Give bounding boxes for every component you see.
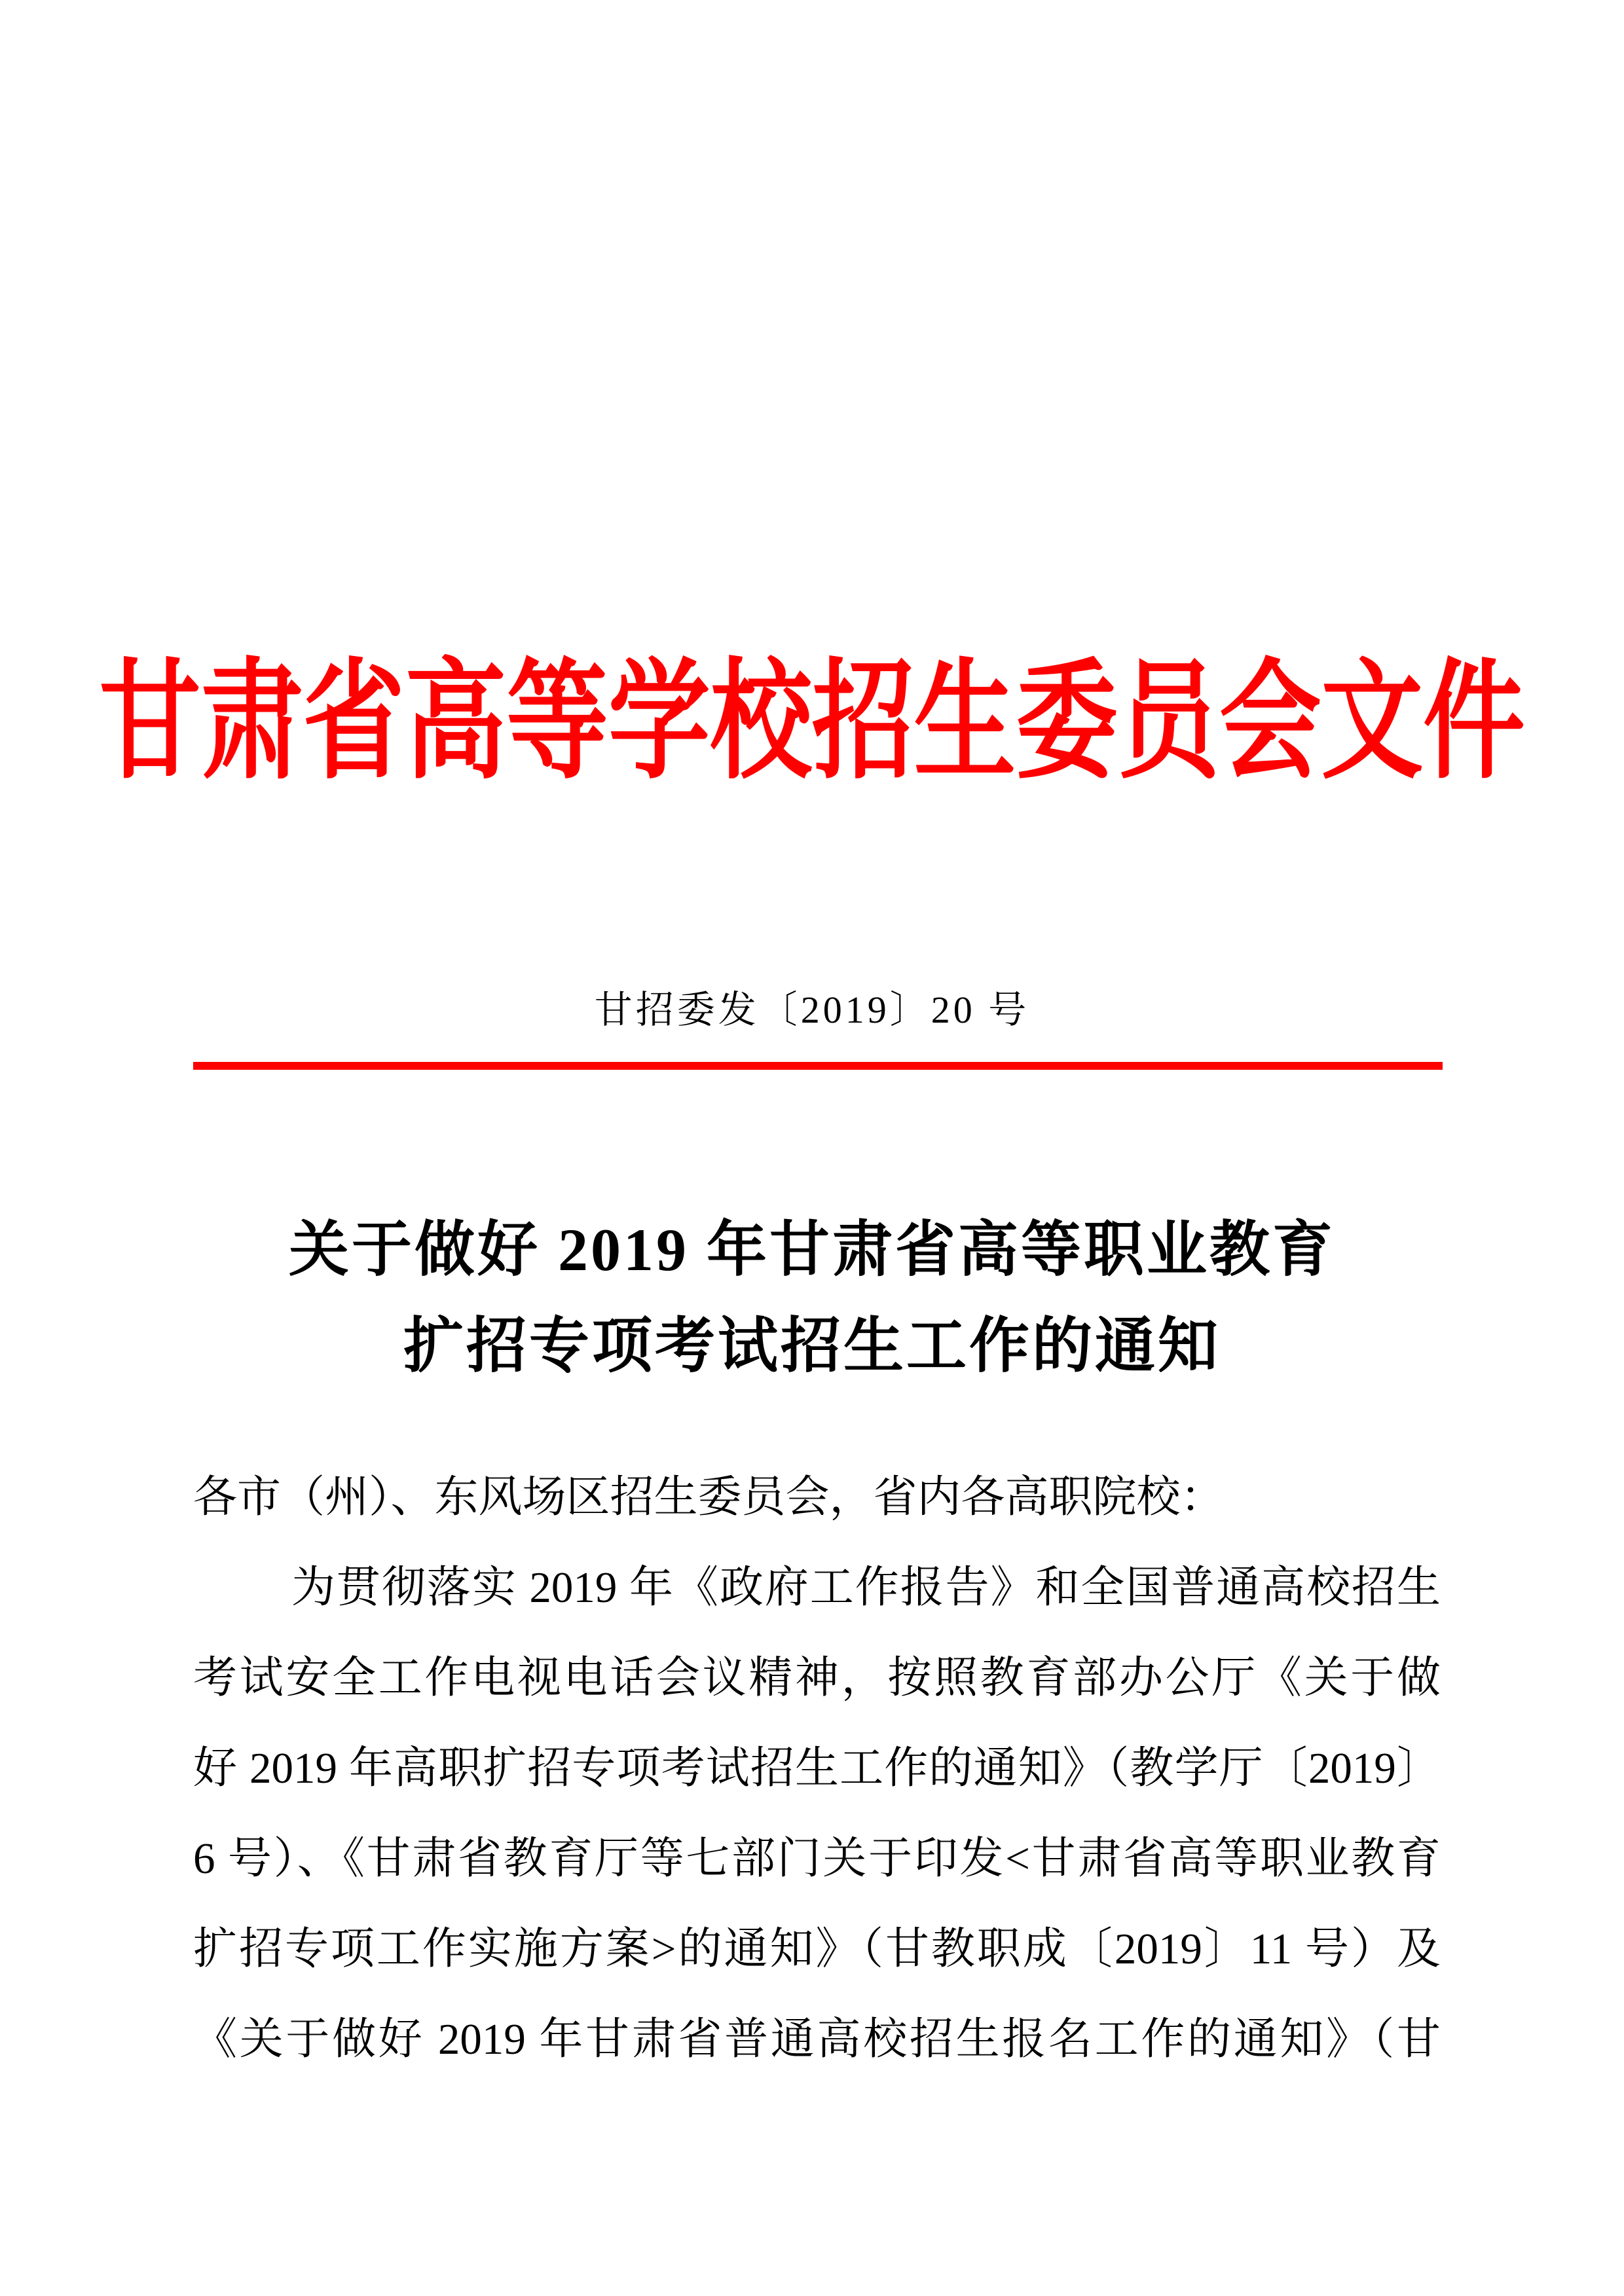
body-line: 6 号）、《甘肃省教育厅等七部门关于印发<甘肃省高等职业教育 (193, 1834, 1441, 1883)
body-line: 好 2019 年高职扩招专项考试招生工作的通知》（教学厅〔2019〕 (193, 1744, 1441, 1793)
body-line: 考试安全工作电视电话会议精神，按照教育部办公厅《关于做 (193, 1654, 1441, 1702)
document-body (193, 1452, 1441, 2085)
body-line: 《关于做好 2019 年甘肃省普通高校招生报名工作的通知》（甘 (193, 2015, 1441, 2064)
agency-header-title: 甘肃省高等学校招生委员会文件 (99, 651, 1525, 795)
body-line: 为贯彻落实 2019 年《政府工作报告》和全国普通高校招生 (291, 1563, 1441, 1612)
salutation-line: 各市（州）、东风场区招生委员会，省内各高职院校： (193, 1473, 1225, 1522)
document-title (0, 1202, 1624, 1394)
document-number: 甘招委发〔2019〕20 号 (594, 989, 1030, 1031)
body-line: 扩招专项工作实施方案>的通知》（甘教职成〔2019〕11 号）及 (193, 1925, 1441, 1973)
document-title-line-1: 关于做好 2019 年甘肃省高等职业教育 (288, 1216, 1335, 1283)
document-title-line-2: 扩招专项考试招生工作的通知 (403, 1313, 1221, 1379)
red-divider-line (193, 1062, 1443, 1070)
